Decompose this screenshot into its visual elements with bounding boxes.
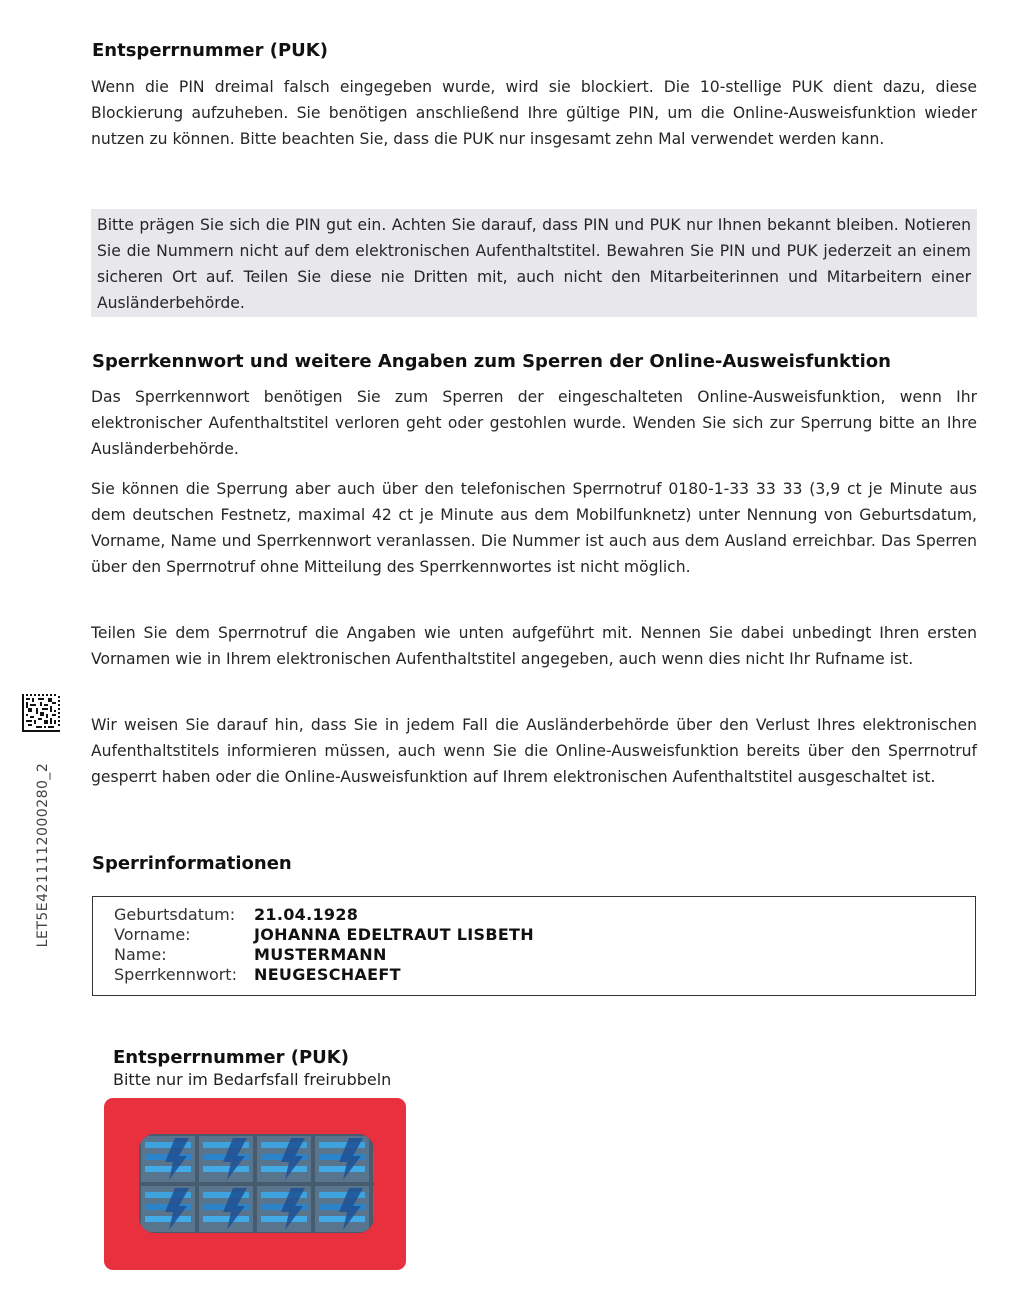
pin-puk-notice: Bitte prägen Sie sich die PIN gut ein. Achten Sie darauf, dass PIN und PUK nur Ihnen bekannt bleiben. Notieren Sie die Nummern nicht auf dem elektronischen Aufenthaltstitel. Bewahren Sie PIN und PUK jederzeit an einem sicheren Ort auf. Teilen Sie diese nie Dritten mit, auch nicht den Mitarbeiterinnen und Mitarbeitern einer Ausländerbehörde. [91, 209, 977, 317]
info-value: JOHANNA EDELTRAUT LISBETH [254, 925, 534, 944]
info-value: MUSTERMANN [254, 945, 387, 964]
sperr-paragraph-3: Teilen Sie dem Sperrnotruf die Angaben wie unten aufgeführt mit. Nennen Sie dabei unbedingt Ihren ersten Vornamen wie in Ihrem elektronischen Aufenthaltstitel angegeben, auch wenn dies nicht Ihr Rufname ist. [91, 624, 977, 668]
info-row-sperrkennwort [114, 965, 975, 985]
scratch-off-field[interactable] [139, 1134, 374, 1233]
info-value: 21.04.1928 [254, 905, 359, 924]
info-label: Vorname: [114, 925, 191, 944]
puk-card-subtitle: Bitte nur im Bedarfsfall freirubbeln [113, 1070, 392, 1089]
puk-card-title: Entsperrnummer (PUK) [113, 1047, 349, 1068]
puk-section-title: Entsperrnummer (PUK) [92, 40, 328, 61]
info-value: NEUGESCHAEFT [254, 965, 401, 984]
info-row-name [114, 945, 975, 965]
info-label: Geburtsdatum: [114, 905, 236, 924]
info-label: Name: [114, 945, 167, 964]
sperr-paragraph-1: Das Sperrkennwort benötigen Sie zum Sperren der eingeschalteten Online-Ausweisfunktion, wenn Ihr elektronischer Aufenthaltstitel verloren geht oder gestohlen wurde. Wenden Sie sich zur Sperrung bitte an Ihre Ausländerbehörde. [91, 388, 977, 458]
sperrinformationen-title: Sperrinformationen [92, 853, 292, 874]
info-label: Sperrkennwort: [114, 965, 237, 984]
datamatrix-code-icon [22, 694, 60, 732]
puk-scratch-card [104, 1098, 406, 1270]
hologram-pattern-icon [139, 1134, 374, 1233]
info-row-vorname [114, 925, 975, 945]
puk-section-text: Wenn die PIN dreimal falsch eingegeben wurde, wird sie blockiert. Die 10-stellige PUK dient dazu, diese Blockierung aufzuheben. Sie benötigen anschließend Ihre gültige PIN, um die Online-Ausweisfunktion wieder nutzen zu können. Bitte beachten Sie, dass die PUK nur insgesamt zehn Mal verwendet werden kann. [91, 78, 977, 148]
document-reference-number: LET5E4211112000280_2 [35, 762, 51, 948]
sperrkennwort-section-title: Sperrkennwort und weitere Angaben zum Sperren der Online-Ausweisfunktion [92, 351, 891, 372]
sperrinformationen-box [92, 896, 976, 996]
info-row-geburtsdatum [114, 905, 975, 925]
sperr-paragraph-2: Sie können die Sperrung aber auch über den telefonischen Sperrnotruf 0180-1-33 33 33 (3,9 ct je Minute aus dem deutschen Festnetz, maximal 42 ct je Minute aus dem Mobilfunknetz) unter Nennung von Geburtsdatum, Vorname, Name und Sperrkennwort veranlassen. Die Nummer ist auch aus dem Ausland erreichbar. Das Sperren über den Sperrnotruf ohne Mitteilung des Sperrkennwortes ist nicht möglich. [91, 480, 977, 576]
sperr-paragraph-4: Wir weisen Sie darauf hin, dass Sie in jedem Fall die Ausländerbehörde über den Verlust Ihres elektronischen Aufenthaltstitels informieren müssen, auch wenn Sie die Online-Ausweisfunktion bereits über den Sperrnotruf gesperrt haben oder die Online-Ausweisfunktion auf Ihrem elektronischen Aufenthaltstitel ausgeschaltet ist. [91, 716, 977, 786]
